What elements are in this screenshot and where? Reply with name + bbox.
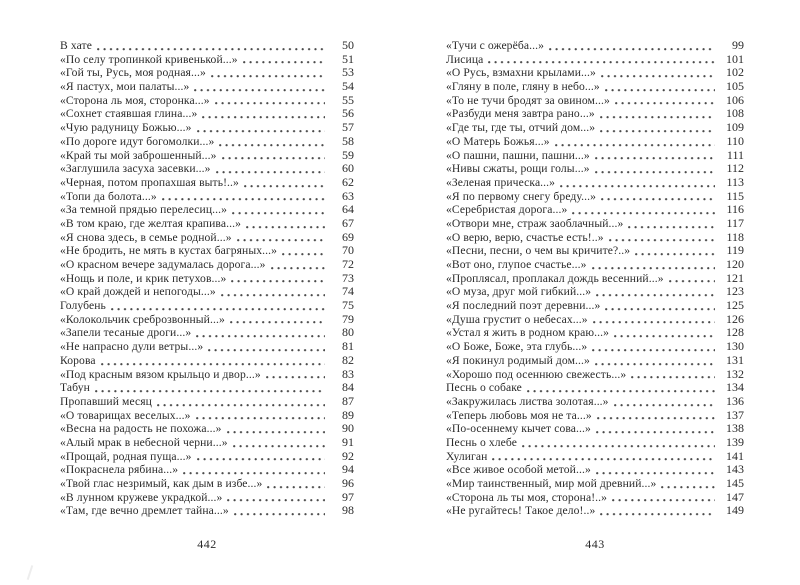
toc-entry-page: 120	[726, 257, 744, 271]
dot-leader	[549, 47, 715, 51]
toc-entry-page: 54	[342, 79, 354, 94]
dot-leader	[595, 362, 715, 366]
toc-entry-page: 72	[342, 257, 354, 271]
toc-entry-title: «Гой ты, Русь, моя родная...»	[60, 66, 206, 80]
dot-leader	[595, 170, 715, 174]
toc-entry-page: 51	[342, 51, 354, 66]
toc-entry	[446, 121, 744, 135]
page-number-left: 442	[197, 537, 217, 551]
page-number-right: 443	[585, 537, 605, 551]
dot-leader	[492, 457, 715, 461]
toc-entry	[60, 326, 354, 340]
toc-entry-page: 94	[342, 462, 354, 477]
toc-entry-page: 136	[726, 393, 744, 408]
toc-entry	[60, 491, 354, 505]
toc-entry-title: «По дороге идут богомолки...»	[60, 134, 215, 148]
toc-entry-title: «Я пастух, мои палаты...»	[60, 80, 190, 94]
toc-entry-page: 128	[726, 325, 744, 340]
toc-entry	[60, 107, 354, 121]
toc-entry-page: 83	[342, 366, 354, 381]
dot-leader	[635, 252, 715, 256]
toc-entry-title: «Не бродить, не мять в кустах багряных...»	[60, 244, 278, 258]
dot-leader	[95, 389, 325, 393]
toc-entry	[60, 272, 354, 286]
dot-leader	[597, 416, 715, 420]
toc-entry-page: 105	[726, 79, 744, 94]
toc-entry	[60, 244, 354, 258]
toc-entry-title: «В том краю, где желтая крапива...»	[60, 216, 241, 230]
toc-entry-title: «Сторона ль ты моя, сторона!..»	[446, 490, 608, 504]
toc-entry-page: 134	[726, 380, 744, 395]
toc-entry-page: 113	[726, 174, 744, 189]
toc-entry-page: 117	[726, 215, 744, 230]
toc-entry	[446, 477, 744, 491]
toc-entry-title: «О красном вечере задумалась дорога...»	[60, 258, 266, 271]
toc-entry-page: 145	[726, 476, 744, 490]
dot-leader	[605, 88, 715, 92]
toc-entry-title: «Колокольчик среброзвонный...»	[60, 312, 225, 326]
toc-entry-page: 64	[342, 202, 354, 217]
toc-entry-title: Корова	[60, 353, 96, 367]
dot-leader	[267, 485, 325, 489]
toc-entry-title: «Хорошо под осеннюю свежесть...»	[446, 367, 627, 381]
dot-leader	[237, 238, 325, 242]
toc-entry-page: 121	[726, 270, 744, 285]
toc-entry-title: Песнь о собаке	[446, 381, 522, 395]
toc-entry-title: «Сторона ль моя, сторонка...»	[60, 93, 210, 107]
dot-leader	[234, 512, 325, 516]
toc-entry-title: «Запели тесаные дроги...»	[60, 326, 192, 340]
toc-entry	[446, 326, 744, 340]
dot-leader	[609, 238, 715, 242]
toc-entry-page: 55	[342, 92, 354, 107]
toc-entry	[446, 504, 744, 518]
dot-leader	[208, 348, 325, 352]
toc-entry	[60, 258, 354, 272]
toc-entry-title: «О Боже, Боже, эта глубь...»	[446, 340, 588, 354]
dot-leader	[593, 320, 715, 324]
toc-entry-title: «О муза, друг мой гибкий...»	[446, 285, 592, 299]
toc-entry	[446, 135, 744, 149]
dot-leader	[612, 498, 715, 502]
dot-leader	[246, 225, 325, 229]
toc-entry	[446, 395, 744, 409]
toc-entry-page: 116	[726, 202, 744, 217]
toc-entry-page: 73	[342, 270, 354, 285]
dot-leader	[197, 129, 325, 133]
toc-entry	[446, 272, 744, 286]
toc-entry	[60, 477, 354, 491]
toc-entry-page: 63	[342, 188, 354, 203]
dot-leader	[215, 101, 325, 105]
toc-entry-page: 59	[342, 147, 354, 162]
dot-leader	[615, 101, 715, 105]
dot-leader	[271, 266, 325, 270]
toc-entry	[446, 244, 744, 258]
toc-entry-page: 87	[342, 393, 354, 408]
dot-leader	[631, 375, 715, 379]
toc-entry	[60, 450, 354, 464]
toc-entry-title: «Под красным вязом крыльцо и двор...»	[60, 367, 261, 381]
dot-leader	[669, 279, 715, 283]
dot-leader	[282, 252, 325, 256]
toc-entry	[60, 436, 354, 450]
toc-entry	[60, 162, 354, 176]
toc-entry-page: 89	[342, 407, 354, 422]
toc-entry-title: «Я покинул родимый дом...»	[446, 353, 590, 367]
toc-entry-title: «Заглушила засуха засевки...»	[60, 162, 211, 176]
toc-entry-page: 84	[342, 380, 354, 395]
toc-entry-title: «Зеленая прическа...»	[446, 175, 556, 189]
toc-entry-page: 62	[342, 174, 354, 189]
toc-entry-page: 141	[726, 448, 744, 463]
toc-entry-title: «То не тучи бродят за овином...»	[446, 93, 610, 107]
toc-entry-title: «Покраснела рябина...»	[60, 463, 179, 477]
toc-entry-title: «Нивы сжаты, рощи голы...»	[446, 162, 590, 176]
toc-entry	[446, 285, 744, 299]
toc-entry-title: «Чую радуницу Божью...»	[60, 121, 192, 135]
dot-leader	[595, 156, 715, 160]
toc-entry	[446, 80, 744, 94]
toc-entry-title: «Черная, потом пропахшая выть!..»	[60, 175, 239, 189]
toc-entry-page: 119	[726, 243, 744, 258]
toc-entry	[446, 299, 744, 313]
toc-entry-page: 96	[342, 476, 354, 490]
dot-leader	[600, 129, 715, 133]
toc-entry	[446, 66, 744, 80]
toc-entry-page: 131	[726, 352, 744, 367]
toc-entry-title: «Устал я жить в родном краю...»	[446, 326, 609, 340]
toc-entry-page: 118	[726, 229, 744, 244]
toc-entry	[60, 354, 354, 368]
dot-leader	[216, 170, 325, 174]
toc-entry-title: «Закружилась листва золотая...»	[446, 394, 609, 408]
dot-leader	[560, 184, 715, 188]
toc-entry-page: 99	[732, 38, 744, 52]
toc-entry	[446, 190, 744, 204]
toc-entry-title: «О пашни, пашни, пашни...»	[446, 148, 590, 162]
toc-entry-page: 57	[342, 120, 354, 135]
toc-entry-page: 147	[726, 489, 744, 504]
dot-leader	[202, 115, 325, 119]
dot-leader	[244, 184, 325, 188]
toc-entry	[60, 313, 354, 327]
toc-entry	[60, 135, 354, 149]
toc-entry	[60, 381, 354, 395]
toc-entry-title: Лисица	[446, 52, 484, 66]
dot-leader	[211, 74, 325, 78]
dot-leader	[600, 115, 715, 119]
dot-leader	[157, 403, 325, 407]
dot-leader	[488, 60, 715, 64]
toc-entry	[446, 409, 744, 423]
toc-entry-page: 108	[726, 106, 744, 121]
toc-entry-page: 56	[342, 106, 354, 121]
toc-entry-title: «Не напрасно дули ветры...»	[60, 340, 204, 354]
toc-entry	[446, 94, 744, 108]
dot-leader	[232, 211, 325, 215]
toc-entry-page: 126	[726, 311, 744, 326]
toc-entry-title: «О Русь, взмахни крылами...»	[446, 66, 596, 80]
dot-leader	[196, 334, 325, 338]
toc-entry-title: «Я последний поэт деревни...»	[446, 299, 601, 313]
toc-entry-page: 138	[726, 421, 744, 436]
toc-entry-title: «Серебристая дорога...»	[446, 203, 568, 217]
toc-entry	[446, 176, 744, 190]
dot-leader	[614, 334, 715, 338]
dot-leader	[614, 403, 715, 407]
toc-entry-page: 125	[726, 298, 744, 313]
toc-entry-page: 75	[342, 298, 354, 313]
toc-entry	[60, 504, 354, 518]
toc-entry	[446, 463, 744, 477]
toc-entry	[446, 313, 744, 327]
toc-entry-page: 137	[726, 407, 744, 422]
toc-entry	[60, 190, 354, 204]
dot-leader	[572, 211, 715, 215]
toc-entry-page: 112	[726, 161, 744, 176]
toc-entry-title: «За темной прядью перелесиц...»	[60, 203, 228, 217]
toc-entry-title: «Я снова здесь, в семье родной...»	[60, 230, 232, 244]
toc-entry	[446, 203, 744, 217]
toc-entry-page: 106	[726, 92, 744, 107]
toc-entry-title: «Гляну в поле, гляну в небо...»	[446, 80, 600, 94]
toc-entry-page: 97	[342, 489, 354, 504]
toc-entry-page: 98	[342, 503, 354, 518]
toc-entry-page: 91	[342, 434, 354, 449]
toc-entry	[60, 299, 354, 313]
toc-entry-page: 149	[726, 503, 744, 518]
toc-entry-page: 143	[726, 462, 744, 477]
toc-entry-page: 58	[342, 133, 354, 148]
toc-entry	[60, 176, 354, 190]
toc-entry-page: 111	[726, 147, 744, 162]
dot-leader	[596, 430, 715, 434]
toc-entry	[446, 340, 744, 354]
toc-entry-title: Табун	[60, 381, 90, 395]
toc-entry-title: «Отвори мне, страж заоблачный...»	[446, 216, 624, 230]
toc-entry-page: 79	[342, 311, 354, 326]
toc-entry-title: «Душа грустит о небесах...»	[446, 312, 588, 326]
toc-entry-page: 130	[726, 339, 744, 354]
toc-entry-title: «Мир таинственный, мир мой древний...»	[446, 477, 657, 490]
dot-leader	[601, 197, 715, 201]
toc-entry-title: «Край ты мой заброшенный...»	[60, 148, 217, 162]
dot-leader	[600, 512, 715, 516]
toc-entry	[60, 203, 354, 217]
toc-entry-page: 109	[726, 120, 744, 135]
toc-entry-page: 80	[342, 325, 354, 340]
dot-leader	[266, 375, 325, 379]
toc-entry-title: «Твой глас незримый, как дым в избе...»	[60, 477, 263, 490]
toc-entry-title: «Вот оно, глупое счастье...»	[446, 258, 587, 271]
toc-entry	[446, 39, 744, 53]
toc-entry	[60, 368, 354, 382]
dot-leader	[555, 143, 715, 147]
dot-leader	[162, 197, 325, 201]
toc-entry-title: «В лунном кружеве украдкой...»	[60, 490, 223, 504]
toc-entry-title: «О товарищах веселых...»	[60, 408, 191, 422]
dot-leader	[219, 143, 325, 147]
toc-entry-title: «Теперь любовь моя не та...»	[446, 408, 592, 422]
toc-entry-page: 92	[342, 448, 354, 463]
toc-entry-page: 70	[342, 243, 354, 258]
toc-entry-title: «Песни, песни, о чем вы кричите?..»	[446, 244, 631, 258]
toc-entry-page: 53	[342, 65, 354, 80]
toc-entry	[446, 381, 744, 395]
toc-entry	[446, 436, 744, 450]
toc-entry	[446, 491, 744, 505]
dot-leader	[601, 74, 715, 78]
toc-entry	[446, 53, 744, 67]
dot-leader	[197, 457, 325, 461]
dot-leader	[183, 471, 325, 475]
toc-entry	[60, 149, 354, 163]
dot-leader	[592, 266, 716, 270]
toc-entry-title: «По селу тропинкой кривенькой...»	[60, 52, 238, 66]
toc-entry-title: Песнь о хлебе	[446, 435, 517, 449]
toc-entry	[446, 107, 744, 121]
toc-entry-page: 90	[342, 421, 354, 436]
toc-entry	[446, 368, 744, 382]
toc-entry	[60, 285, 354, 299]
dot-leader	[628, 225, 715, 229]
toc-entry-page: 69	[342, 229, 354, 244]
toc-entry-page: 123	[726, 284, 744, 299]
toc-entry-title: «Сохнет стаявшая глина...»	[60, 107, 198, 121]
dot-leader	[596, 471, 715, 475]
dot-leader	[227, 430, 325, 434]
toc-entry	[60, 231, 354, 245]
toc-entry-title: Голубень	[60, 299, 106, 313]
dot-leader	[592, 348, 715, 352]
toc-entry-title: «Я по первому снегу бреду...»	[446, 189, 597, 203]
toc-entry	[446, 450, 744, 464]
toc-entry	[446, 217, 744, 231]
toc-entry-title: В хате	[60, 39, 92, 52]
dot-leader	[243, 60, 325, 64]
toc-entry-page: 60	[342, 161, 354, 176]
dot-leader	[233, 444, 325, 448]
toc-entry-title: «О верю, верю, счастье есть!..»	[446, 230, 604, 244]
toc-entry-title: «Весна на радость не похожа...»	[60, 422, 222, 436]
toc-entry-page: 74	[342, 284, 354, 299]
toc-entry	[60, 422, 354, 436]
toc-entry-title: «О Матерь Божья...»	[446, 134, 550, 148]
toc-entry	[446, 422, 744, 436]
dot-leader	[661, 485, 715, 489]
toc-entry-title: «Алый мрак в небесной черни...»	[60, 435, 228, 449]
toc-entry-title: «Топи да болота...»	[60, 189, 157, 203]
toc-column-right	[446, 39, 744, 518]
dot-leader	[227, 498, 325, 502]
toc-entry	[446, 231, 744, 245]
toc-entry-title: «Прощай, родная пуща...»	[60, 449, 192, 463]
toc-entry-title: Хулиган	[446, 449, 488, 463]
dot-leader	[194, 88, 325, 92]
dot-leader	[221, 293, 325, 297]
dot-leader	[111, 307, 325, 311]
toc-entry-page: 82	[342, 352, 354, 367]
toc-entry-title: «Проплясал, проплакал дождь весенний...»	[446, 271, 664, 285]
toc-entry-page: 115	[726, 188, 744, 203]
toc-entry	[446, 162, 744, 176]
toc-entry	[60, 395, 354, 409]
toc-entry-title: «Где ты, где ты, отчий дом...»	[446, 121, 596, 135]
toc-entry	[60, 463, 354, 477]
toc-entry	[60, 94, 354, 108]
toc-entry-page: 81	[342, 339, 354, 354]
toc-entry-title: Пропавший месяц	[60, 394, 152, 408]
toc-entry-page: 50	[342, 38, 354, 52]
toc-entry	[60, 409, 354, 423]
toc-entry-title: «Разбуди меня завтра рано...»	[446, 107, 595, 121]
toc-entry-page: 110	[726, 133, 744, 148]
toc-entry-title: «О край дождей и непогоды...»	[60, 285, 216, 299]
toc-entry-page: 132	[726, 366, 744, 381]
toc-entry-title: «Там, где вечно дремлет тайна...»	[60, 504, 229, 518]
toc-entry	[60, 66, 354, 80]
dot-leader	[522, 444, 715, 448]
toc-entry-title: «Нощь и поле, и крик петухов...»	[60, 271, 227, 285]
toc-entry	[60, 39, 354, 53]
toc-entry-title: «По-осеннему кычет сова...»	[446, 422, 591, 436]
toc-entry	[60, 53, 354, 67]
toc-entry	[60, 340, 354, 354]
toc-entry-page: 102	[726, 65, 744, 80]
toc-entry	[446, 354, 744, 368]
toc-entry	[446, 258, 744, 272]
toc-entry	[60, 121, 354, 135]
toc-entry	[60, 80, 354, 94]
dot-leader	[97, 47, 325, 51]
toc-entry-page: 139	[726, 434, 744, 449]
toc-entry-title: «Все живое особой метой...»	[446, 463, 591, 477]
toc-entry-title: «Тучи с ожерёба...»	[446, 39, 544, 52]
dot-leader	[605, 307, 715, 311]
toc-entry	[60, 217, 354, 231]
toc-entry-title: «Не ругайтесь! Такое дело!..»	[446, 504, 596, 518]
dot-leader	[230, 320, 325, 324]
dot-leader	[527, 389, 715, 393]
toc-entry-page: 101	[726, 51, 744, 66]
toc-column-left	[60, 39, 354, 518]
dot-leader	[222, 156, 325, 160]
dot-leader	[101, 362, 325, 366]
scan-artifact-mark	[24, 564, 36, 581]
dot-leader	[231, 279, 325, 283]
toc-entry	[446, 149, 744, 163]
dot-leader	[596, 293, 715, 297]
dot-leader	[196, 416, 325, 420]
toc-entry-page: 67	[342, 215, 354, 230]
